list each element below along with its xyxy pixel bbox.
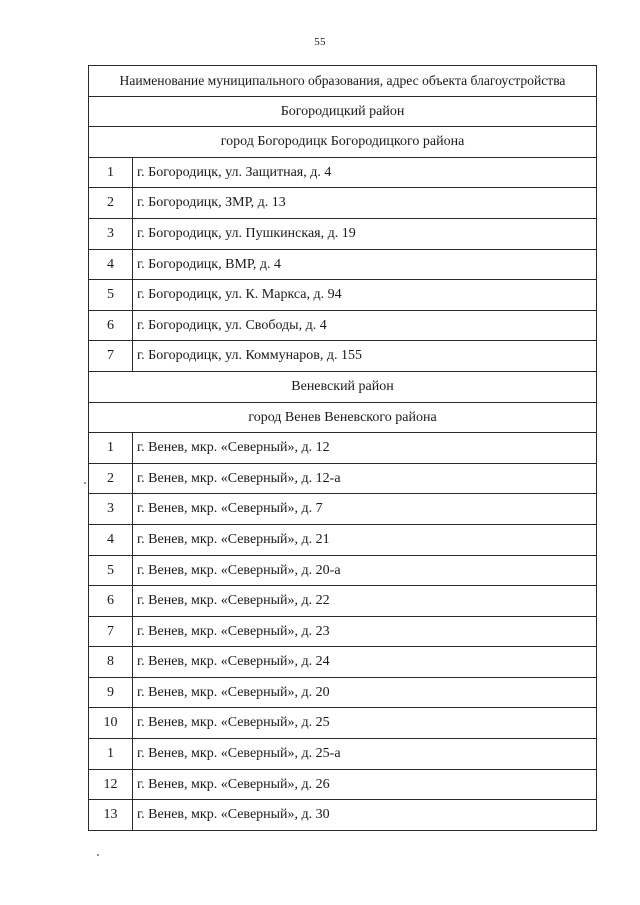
row-address: г. Венев, мкр. «Северный», д. 12 [133, 433, 597, 464]
row-address: г. Богородицк, ВМР, д. 4 [133, 249, 597, 280]
row-address: г. Венев, мкр. «Северный», д. 30 [133, 800, 597, 831]
row-number: 13 [89, 800, 133, 831]
row-address: г. Богородицк, ЗМР, д. 13 [133, 188, 597, 219]
row-number: 10 [89, 708, 133, 739]
row-number: 3 [89, 494, 133, 525]
row-address: г. Венев, мкр. «Северный», д. 25-а [133, 739, 597, 770]
city-row [89, 127, 597, 158]
row-number: 3 [89, 218, 133, 249]
row-number: 1 [89, 157, 133, 188]
row-address: г. Богородицк, ул. Коммунаров, д. 155 [133, 341, 597, 372]
row-address: г. Богородицк, ул. Пушкинская, д. 19 [133, 218, 597, 249]
table-row [89, 524, 597, 555]
table-row [89, 463, 597, 494]
row-number: 4 [89, 524, 133, 555]
table-row [89, 769, 597, 800]
district-heading: Богородицкий район [89, 96, 597, 127]
district-row [89, 371, 597, 402]
row-number: 6 [89, 310, 133, 341]
table-row [89, 739, 597, 770]
table-row [89, 708, 597, 739]
row-address: г. Венев, мкр. «Северный», д. 21 [133, 524, 597, 555]
table-row [89, 800, 597, 831]
table-row [89, 341, 597, 372]
table-row [89, 249, 597, 280]
row-address: г. Венев, мкр. «Северный», д. 22 [133, 586, 597, 617]
row-address: г. Венев, мкр. «Северный», д. 20 [133, 677, 597, 708]
scan-speck [97, 854, 99, 856]
row-number: 1 [89, 433, 133, 464]
row-number: 9 [89, 677, 133, 708]
row-number: 4 [89, 249, 133, 280]
row-address: г. Богородицк, ул. К. Маркса, д. 94 [133, 280, 597, 311]
table-row [89, 647, 597, 678]
row-address: г. Венев, мкр. «Северный», д. 25 [133, 708, 597, 739]
row-number: 5 [89, 280, 133, 311]
city-row [89, 402, 597, 433]
table-row [89, 433, 597, 464]
row-number: 12 [89, 769, 133, 800]
city-heading: город Венев Веневского района [89, 402, 597, 433]
table-row [89, 157, 597, 188]
table-header-row [89, 66, 597, 97]
table-body [89, 96, 597, 830]
row-address: г. Венев, мкр. «Северный», д. 12-а [133, 463, 597, 494]
table-row [89, 677, 597, 708]
district-heading: Веневский район [89, 371, 597, 402]
row-address: г. Венев, мкр. «Северный», д. 7 [133, 494, 597, 525]
table-row [89, 188, 597, 219]
table-row [89, 586, 597, 617]
table-row [89, 616, 597, 647]
row-number: 8 [89, 647, 133, 678]
objects-table [88, 65, 597, 831]
row-number: 7 [89, 616, 133, 647]
city-heading: город Богородицк Богородицкого района [89, 127, 597, 158]
row-address: г. Венев, мкр. «Северный», д. 20-а [133, 555, 597, 586]
row-number: 2 [89, 188, 133, 219]
row-number: 2 [89, 463, 133, 494]
row-address: г. Венев, мкр. «Северный», д. 23 [133, 616, 597, 647]
table-row [89, 218, 597, 249]
row-number: 5 [89, 555, 133, 586]
row-address: г. Богородицк, ул. Свободы, д. 4 [133, 310, 597, 341]
table-row [89, 310, 597, 341]
row-address: г. Венев, мкр. «Северный», д. 24 [133, 647, 597, 678]
table-row [89, 280, 597, 311]
row-number: 7 [89, 341, 133, 372]
page-number: 55 [314, 36, 326, 48]
row-address: г. Венев, мкр. «Северный», д. 26 [133, 769, 597, 800]
row-number: 6 [89, 586, 133, 617]
scan-speck [84, 482, 86, 484]
table-header: Наименование муниципального образования, адрес объекта благоустройства [89, 66, 597, 97]
district-row [89, 96, 597, 127]
table-row [89, 555, 597, 586]
row-address: г. Богородицк, ул. Защитная, д. 4 [133, 157, 597, 188]
row-number: 1 [89, 739, 133, 770]
table-row [89, 494, 597, 525]
